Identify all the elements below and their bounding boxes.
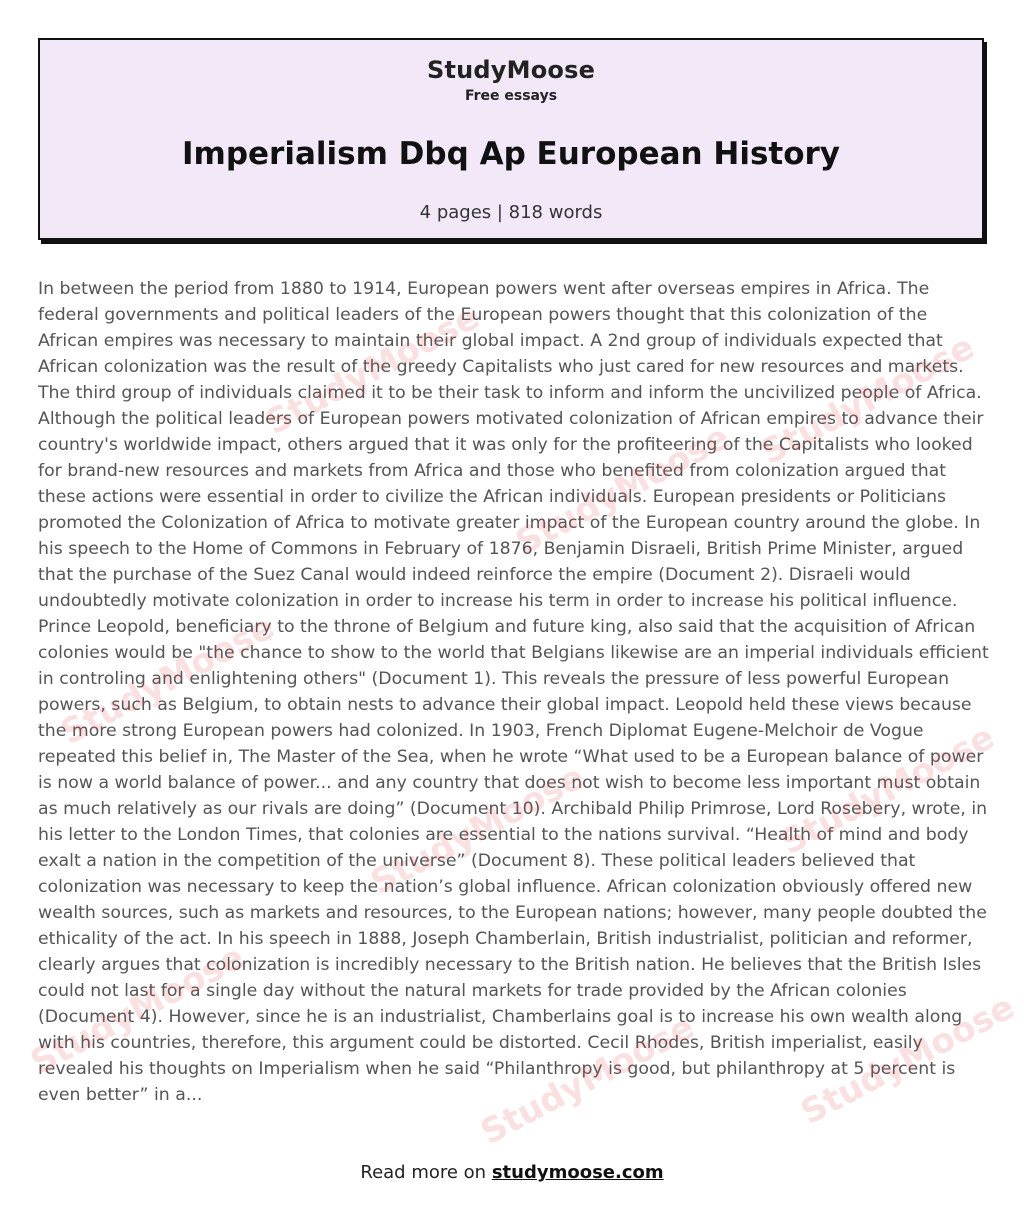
brand-tagline: Free essays: [464, 88, 558, 104]
essay-body: In between the period from 1880 to 1914, European powers went after overseas empires in Africa. The federal governments and political leaders of the European powers thought that this colonization of the African empires was necessary to maintain their global impact. A 2nd group of individuals expected that African colonization was the result of the greedy Capitalists who just cared for new resources and markets. The third group of individuals claimed it to be their task to inform and inform the uncivilized people of Africa. Although the political leaders of European powers motivated colonization of African empires to advance their country's worldwide impact, others argued that it was only for the profiteering of the Capitalists who looked for brand-new resources and markets from Africa and those who benefited from colonization argued that these actions were essential in order to civilize the African individuals. European presidents or Politicians promoted the Colonization of Africa to motivate greater impact of the European country around the globe. In his speech to the Home of Commons in February of 1876, Benjamin Disraeli, British Prime Minister, argued that the purchase of the Suez Canal would indeed reinforce the empire (Document 2). Disraeli would undoubtedly motivate colonization in order to increase his term in order to increase his political influence. Prince Leopold, beneficiary to the throne of Belgium and future king, also said that the acquisition of African colonies would be "the chance to show to the world that Belgians likewise are an imperial individuals efficient in controling and enlightening others" (Document 1). This reveals the pressure of less powerful European powers, such as Belgium, to obtain nests to advance their global impact. Leopold held these views because the more strong European powers had colonized. In 1903, French Diplomat Eugene-Melchoir de Vogue repeated this belief in, The Master of the Sea, when he wrote “What used to be a European balance of power is now a world balance of power... and any country that does not wish to become less important must obtain as much relatively as our rivals are doing” (Document 10). Archibald Philip Primrose, Lord Rosebery, wrote, in his letter to the London Times, that colonies are essential to the nations survival. “Health of mind and body exalt a nation in the competition of the universe” (Document 8). These political leaders believed that colonization was necessary to keep the nation’s global influence. African colonization obviously offered new wealth sources, such as markets and resources, to the European nations; however, many people doubted the ethicality of the act. In his speech in 1888, Joseph Chamberlain, British industrialist, politician and reformer, clearly argues that colonization is incredibly necessary to the British nation. He believes that the British Isles could not last for a single day without the natural markets for trade provided by the African colonies (Document 4). However, since he is an industrialist, Chamberlains goal is to increase his own wealth along with his countries, therefore, this argument could be distorted. Cecil Rhodes, British imperialist, easily revealed his thoughts on Imperialism when he said “Philanthropy is good, but philanthropy at 5 percent is even better” in a...: [38, 279, 989, 1105]
essay-meta: 4 pages | 818 words: [419, 202, 603, 223]
watermark: StudyMoose: [474, 1007, 701, 1153]
essay-header: [38, 38, 984, 240]
studymoose-link[interactable]: studymoose.com: [491, 1162, 664, 1183]
read-more-footer: [0, 1162, 1024, 1183]
watermark: StudyMoose: [754, 327, 981, 473]
watermark: StudyMoose: [774, 717, 1001, 863]
watermark: StudyMoose: [509, 417, 736, 563]
watermark: StudyMoose: [794, 987, 1021, 1133]
read-more-label: Read more on: [360, 1162, 492, 1183]
page-title: Imperialism Dbq Ap European History: [181, 136, 841, 172]
watermark: StudyMoose: [54, 607, 281, 753]
watermark: StudyMoose: [24, 937, 251, 1083]
watermark: StudyMoose: [259, 297, 486, 443]
watermark: StudyMoose: [364, 757, 591, 903]
brand-logo[interactable]: StudyMoose: [426, 56, 596, 84]
